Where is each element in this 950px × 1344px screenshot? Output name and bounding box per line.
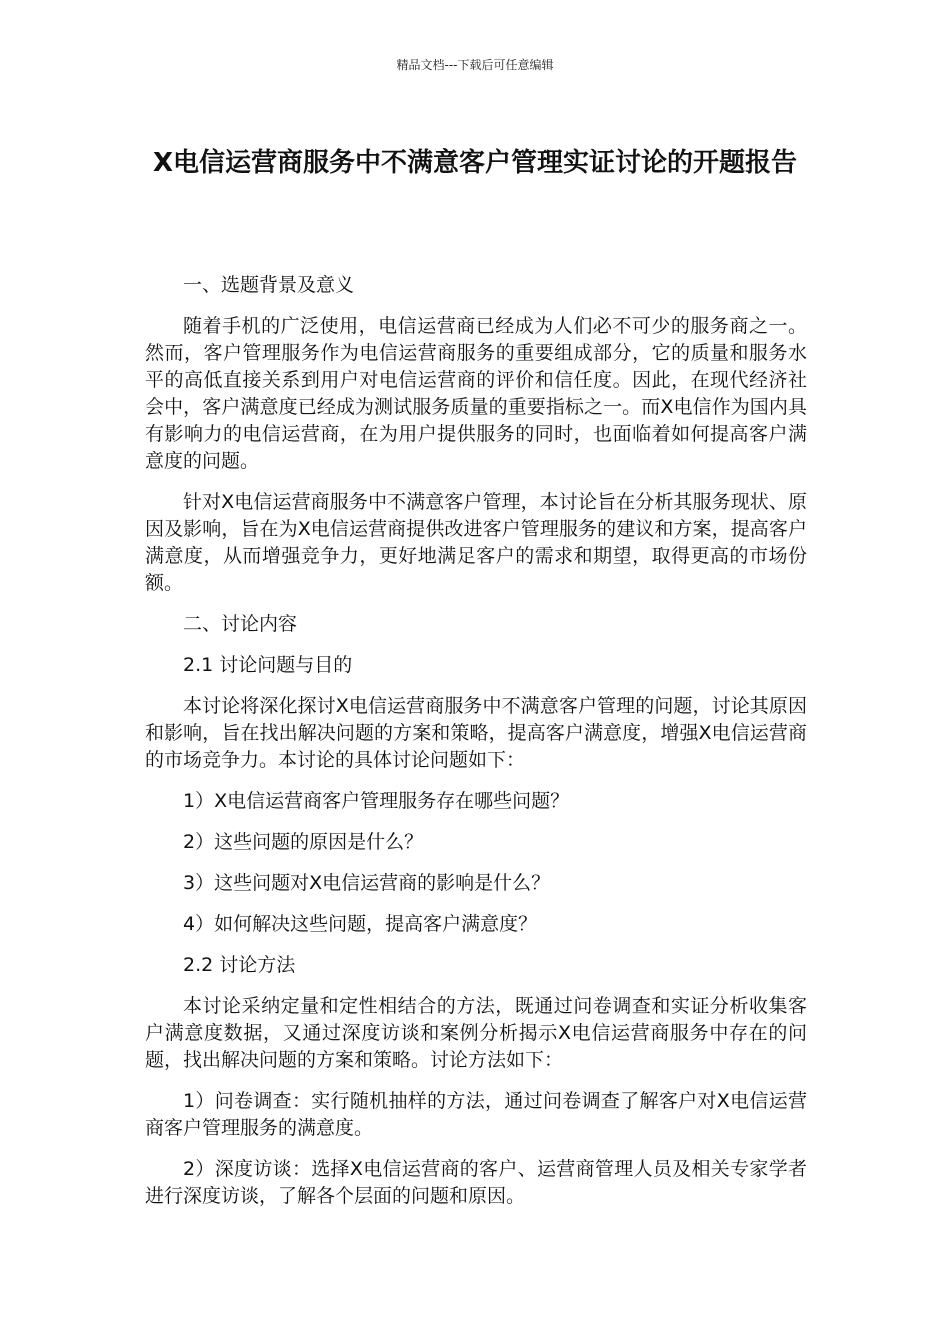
list-item-question-2: 2）这些问题的原因是什么？ bbox=[183, 831, 424, 853]
list-item-method-1: 1）问卷调查：实行随机抽样的方法，通过问卷调查了解客户对X电信运营商客户管理服务的满意度。 bbox=[145, 1090, 807, 1139]
list-item-method-2: 2）深度访谈：选择X电信运营商的客户、运营商管理人员及相关专家学者进行深度访谈，了解各个层面的问题和原因。 bbox=[145, 1158, 807, 1207]
subsection-heading-questions: 2.1 讨论问题与目的 bbox=[183, 654, 353, 676]
document-body bbox=[145, 272, 807, 1224]
document-title: X电信运营商服务中不满意客户管理实证讨论的开题报告 bbox=[152, 148, 798, 178]
paragraph-methods-intro: 本讨论采纳定量和定性相结合的方法，既通过问卷调查和实证分析收集客户满意度数据，又通过深度访谈和案例分析揭示X电信运营商服务中存在的问题，找出解决问题的方案和策略。讨论方法如下： bbox=[145, 995, 807, 1071]
list-item-question-3: 3）这些问题对X电信运营商的影响是什么？ bbox=[183, 872, 551, 894]
section-heading-background: 一、选题背景及意义 bbox=[183, 274, 355, 296]
subsection-heading-methods: 2.2 讨论方法 bbox=[183, 954, 296, 976]
paragraph-questions-intro: 本讨论将深化探讨X电信运营商服务中不满意客户管理的问题，讨论其原因和影响，旨在找出解决问题的方案和策略，提高客户满意度，增强X电信运营商的市场竞争力。本讨论的具体讨论问题如下： bbox=[145, 695, 807, 771]
section-heading-content: 二、讨论内容 bbox=[183, 613, 298, 635]
paragraph-purpose: 针对X电信运营商服务中不满意客户管理，本讨论旨在分析其服务现状、原因及影响，旨在为X电信运营商提供改进客户管理服务的建议和方案，提高客户满意度，从而增强竞争力，更好地满足客户的需求和期望，取得更高的市场份额。 bbox=[145, 491, 807, 594]
list-item-question-1: 1）X电信运营商客户管理服务存在哪些问题？ bbox=[183, 790, 570, 812]
page-header: 精品文档---下载后可任意编辑 bbox=[396, 58, 554, 72]
paragraph-background: 随着手机的广泛使用，电信运营商已经成为人们必不可少的服务商之一。然而，客户管理服务作为电信运营商服务的重要组成部分，它的质量和服务水平的高低直接关系到用户对电信运营商的评价和信任度。因此，在现代经济社会中，客户满意度已经成为测试服务质量的重要指标之一。而X电信作为国内具有影响力的电信运营商，在为用户提供服务的同时，也面临着如何提高客户满意度的问题。 bbox=[145, 315, 807, 472]
list-item-question-4: 4）如何解决这些问题，提高客户满意度？ bbox=[183, 913, 538, 935]
